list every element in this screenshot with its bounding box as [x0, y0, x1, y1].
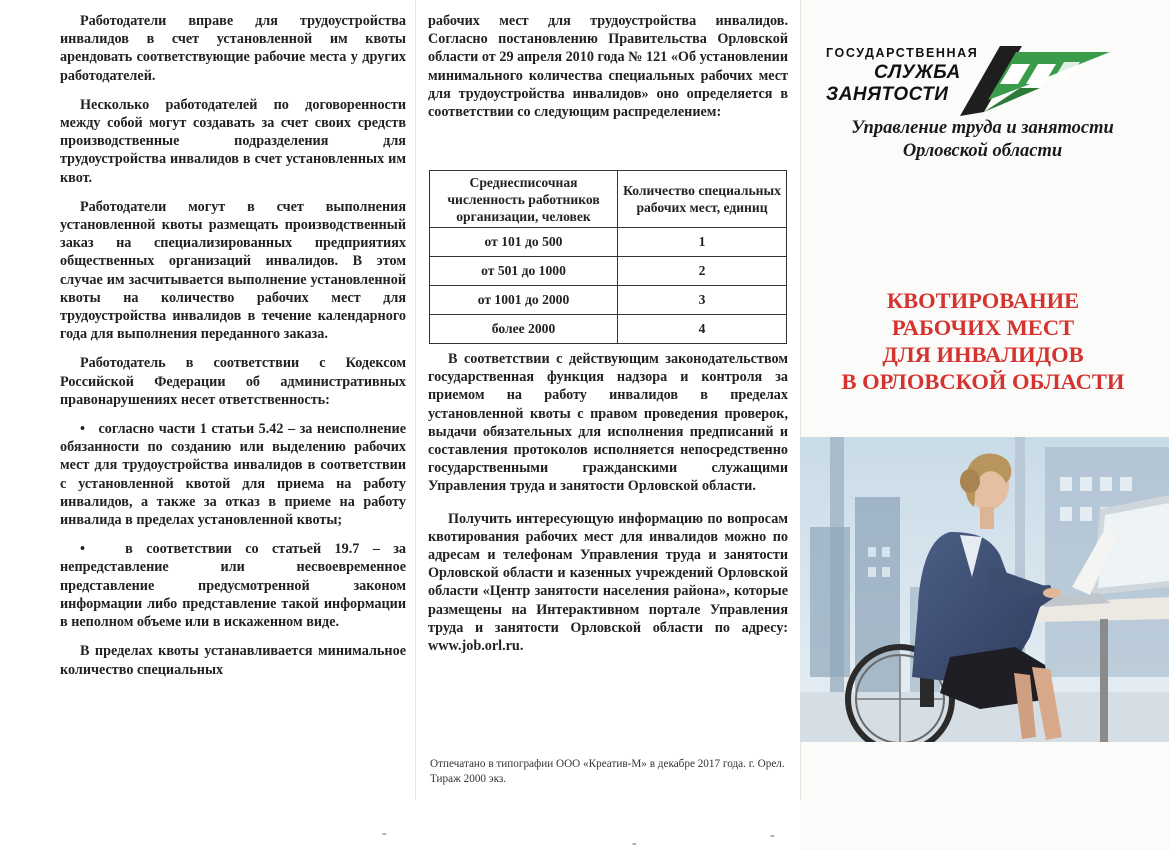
table-row: [430, 257, 787, 286]
left-column: [60, 12, 406, 679]
title-line: КВОТИРОВАНИЕ: [886, 288, 1080, 313]
bullet-item: [60, 540, 406, 631]
middle-column-body: [428, 350, 788, 669]
logo-text: [826, 46, 978, 106]
paragraph: Получить интересующую информацию по вопросам квотирования рабочих мест для инвалидов можно по адресам и телефонам Управления труда и занятости Орловской области и казенных учреждений Орловской области «Центр занятости населения района», которые размещены на Интерактивном портале Управления труда и занятости Орловской области по адресу: www.job.orl.ru.: [428, 510, 788, 655]
bullet-icon: •: [80, 421, 85, 438]
table-cell: 1: [618, 228, 787, 257]
department-name: Управление труда и занятости Орловской области: [851, 118, 1114, 161]
table-cell: от 1001 до 2000: [430, 286, 618, 315]
table-cell: от 501 до 1000: [430, 257, 618, 286]
table-cell: 2: [618, 257, 787, 286]
table-cell: 3: [618, 286, 787, 315]
bullet-icon: •: [80, 541, 85, 558]
table-header: Количество специальных рабочих мест, единиц: [618, 171, 787, 228]
scan-mark: -: [632, 836, 637, 851]
table-cell: более 2000: [430, 315, 618, 344]
woman-in-wheelchair-photo: [800, 437, 1169, 742]
title-line: ДЛЯ ИНВАЛИДОВ: [882, 342, 1084, 367]
table-row: [430, 286, 787, 315]
paragraph: Работодатель в соответствии с Кодексом Российской Федерации об административных правонарушениях несет ответственность:: [60, 355, 406, 408]
brochure-title: [818, 287, 1148, 395]
logo-line: СЛУЖБА: [874, 62, 961, 83]
logo-line: ГОСУДАРСТВЕННАЯ: [826, 46, 979, 60]
paragraph: Несколько работодателей по договоренности между собой могут создавать за счет своих средств производственные подразделения для трудоустройства инвалидов в счет установленных им квот.: [60, 96, 406, 186]
title-line: В ОРЛОВСКОЙ ОБЛАСТИ: [841, 369, 1125, 394]
logo: [826, 44, 1126, 116]
table-cell: 4: [618, 315, 787, 344]
title-line: РАБОЧИХ МЕСТ: [891, 315, 1075, 340]
table-cell: от 101 до 500: [430, 228, 618, 257]
bullet-text: согласно части 1 статьи 5.42 – за неисполнение обязанности по созданию или выделению рабочих мест для трудоустройства инвалидов в соответствии с установленной квотой для приема на работу инвалидов, а также за отказ в приеме на работу инвалида в пределах установленной квоты;: [60, 421, 406, 529]
quota-table: [429, 170, 787, 344]
paragraph: В пределах квоты устанавливается минимальное количество специальных: [60, 643, 406, 678]
table-row: [430, 315, 787, 344]
paragraph: рабочих мест для трудоустройства инвалидов. Согласно постановлению Правительства Орловской области от 29 апреля 2010 года № 121 «Об установлении минимального количества специальных рабочих мест для трудоустройства инвалидов» оно определяется в соответствии со следующим распределением:: [428, 13, 788, 121]
bullet-item: [60, 420, 406, 529]
paragraph: Работодатели могут в счет выполнения установленной квоты размещать производственный заказ на специализированных предприятиях общественных организаций инвалидов. В этом случае им засчитывается выполнение установленной квоты на количество рабочих мест для трудоустройства инвалидов в течение календарного года для выполнения переданного заказа.: [60, 198, 406, 343]
paragraph: Работодатели вправе для трудоустройства инвалидов в счет установленной им квоты арендовать соответствующие рабочие места у других работодателей.: [60, 13, 406, 84]
middle-column-intro: [428, 12, 788, 132]
bullet-text: в соответствии со статьей 19.7 – за непредставление или несвоевременное представление предусмотренной законом информации либо представление такой информации в неполном объеме или в искаженном виде.: [60, 541, 406, 631]
scan-mark: -: [382, 826, 387, 841]
fold-line: [415, 0, 416, 800]
table-header-row: [430, 171, 787, 228]
employment-service-emblem-icon: [960, 44, 1110, 116]
scan-mark: -: [770, 828, 775, 843]
logo-line: ЗАНЯТОСТИ: [826, 84, 949, 105]
print-note: Отпечатано в типографии ООО «Креатив-М» в декабре 2017 года. г. Орел. Тираж 2000 экз.: [430, 758, 785, 785]
paragraph: В соответствии с действующим законодательством государственная функция надзора и контроля за приемом на работу инвалидов в пределах установленной квоты с правом проведения проверок, выдачи обязательных для исполнения предписаний и составления протоколов исполняется непосредственно государственными гражданскими служащими Управления труда и занятости Орловской области.: [428, 351, 788, 495]
table-header: Среднесписочная численность работников организации, человек: [430, 171, 618, 228]
table-row: [430, 228, 787, 257]
